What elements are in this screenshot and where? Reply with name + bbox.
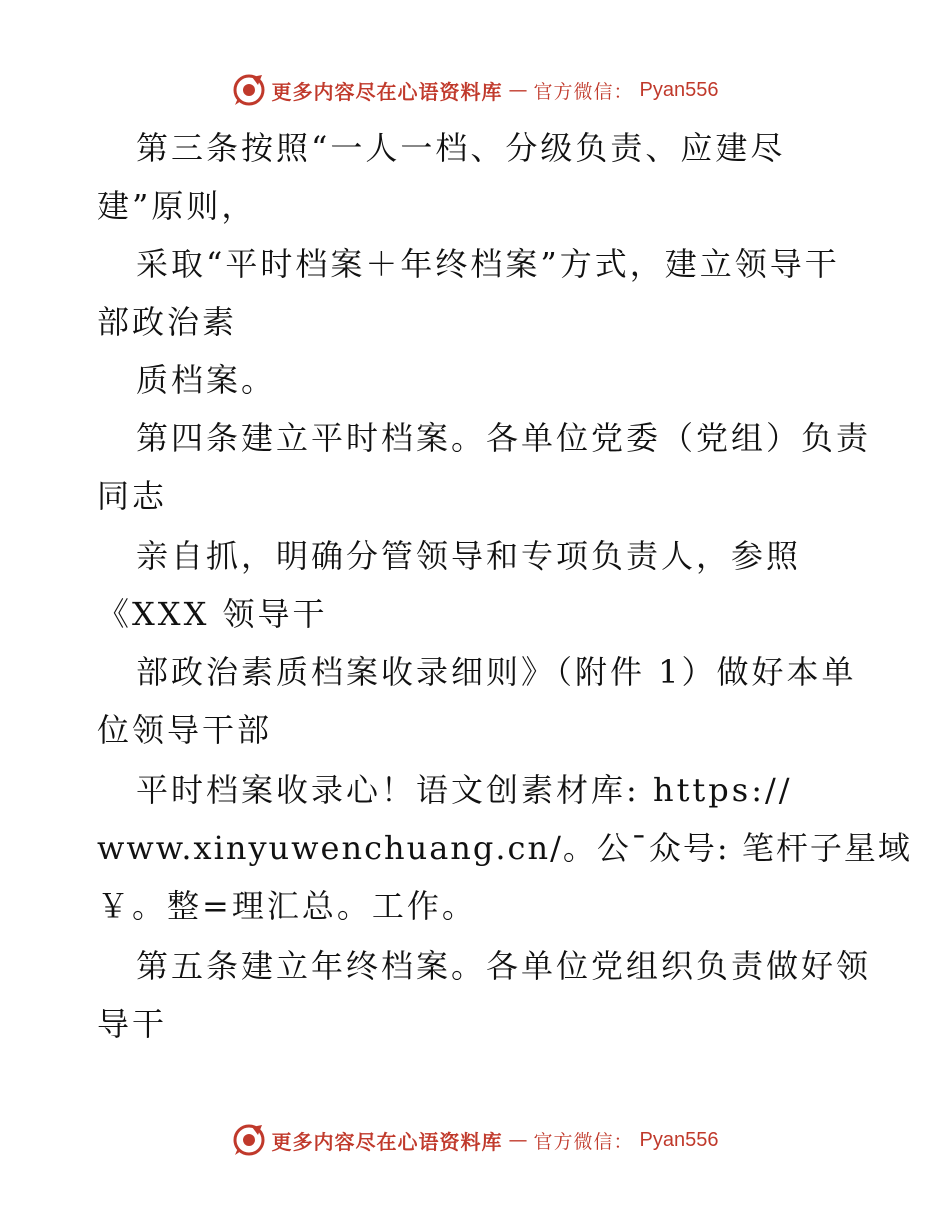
body-line: ￥。整=理汇总。工作。 bbox=[97, 887, 477, 925]
watermark-separator: — bbox=[508, 79, 528, 101]
watermark-main-text: 更多内容尽在心语资料库 bbox=[271, 1129, 503, 1154]
body-line: www.xinyuwenchuang.cn/。公¯众号: 笔杆子星域 bbox=[97, 829, 912, 867]
body-line: 部政治素 bbox=[97, 303, 238, 341]
watermark-wechat-id: Pyan556 bbox=[639, 78, 719, 101]
watermark-wechat-label: 官方微信： bbox=[533, 80, 634, 103]
watermark-wechat-id: Pyan556 bbox=[639, 1128, 719, 1151]
body-line: 第三条按照“一人一档、分级负责、应建尽 bbox=[136, 129, 786, 167]
body-line: 位领导干部 bbox=[97, 711, 273, 749]
body-line: 平时档案收录心！语文创素材库: https:// bbox=[136, 771, 793, 809]
body-line: 第四条建立平时档案。各单位党委（党组）负责 bbox=[136, 419, 872, 457]
footer-watermark bbox=[0, 1120, 950, 1160]
body-line: 采取“平时档案＋年终档案”方式，建立领导干 bbox=[136, 245, 840, 283]
body-line: 建”原则， bbox=[97, 187, 257, 225]
watermark-main-text: 更多内容尽在心语资料库 bbox=[271, 79, 503, 104]
pen-logo-icon bbox=[232, 1123, 266, 1157]
body-line: 《XXX 领导干 bbox=[97, 595, 328, 633]
body-line: 同志 bbox=[97, 477, 168, 515]
body-line: 质档案。 bbox=[136, 361, 277, 399]
body-line: 亲自抓，明确分管领导和专项负责人，参照 bbox=[136, 537, 802, 575]
body-line: 部政治素质档案收录细则》（附件 1）做好本单 bbox=[136, 653, 857, 691]
body-line: 第五条建立年终档案。各单位党组织负责做好领 bbox=[136, 947, 872, 985]
watermark-separator: — bbox=[508, 1129, 528, 1151]
watermark-wechat-label: 官方微信： bbox=[533, 1130, 634, 1153]
body-line: 导干 bbox=[97, 1005, 168, 1043]
